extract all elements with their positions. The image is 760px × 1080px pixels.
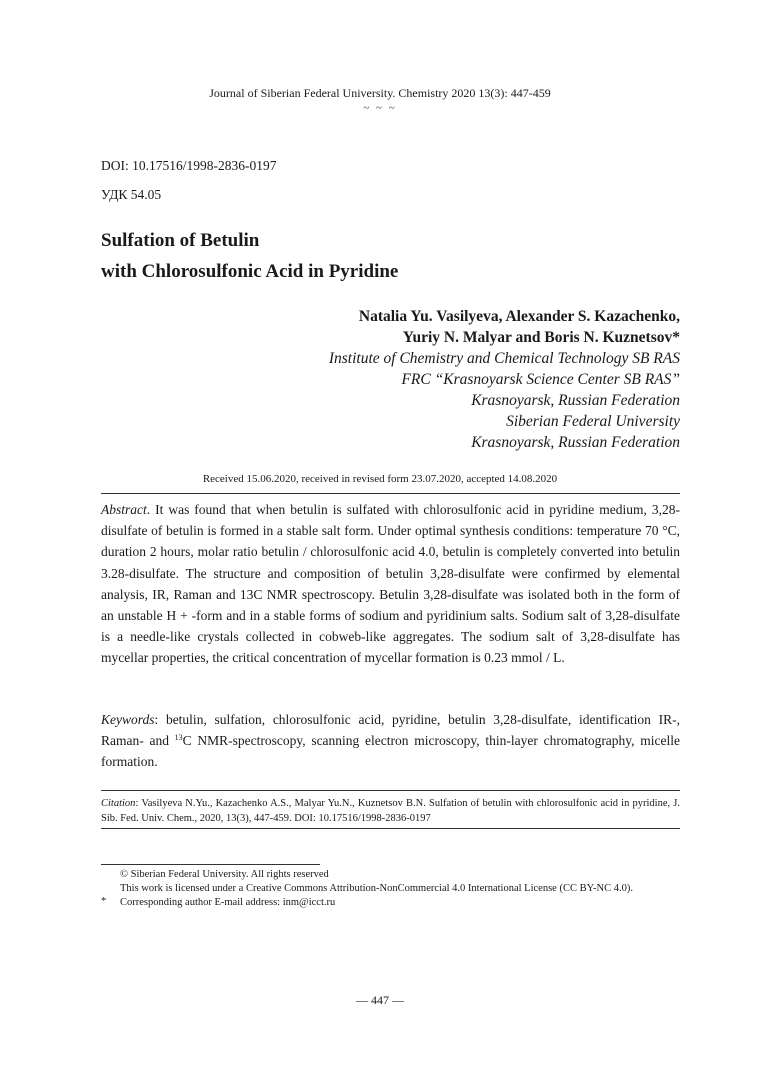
keywords-text-end: C NMR-spectroscopy, scanning electron microscopy, thin-layer chromatography, micelle formation. (101, 733, 680, 770)
title-line-2: with Chlorosulfonic Acid in Pyridine (101, 261, 399, 282)
citation (101, 796, 680, 826)
page-number: — 447 — (356, 993, 404, 1007)
received-dates: Received 15.06.2020, received in revised form 23.07.2020, accepted 14.08.2020 (202, 473, 558, 485)
udk-line: УДК 54.05 (101, 187, 162, 202)
keywords (101, 709, 680, 773)
affiliation-line: Siberian Federal University (506, 413, 680, 430)
affiliation-line: Institute of Chemistry and Chemical Technology SB RAS (328, 350, 680, 367)
doi-line: DOI: 10.17516/1998-2836-0197 (101, 158, 277, 173)
divider-top (101, 493, 680, 494)
footnote-corresponding: Corresponding author E-mail address: inm@icct.ru (120, 897, 336, 908)
affiliation-line: FRC “Krasnoyarsk Science Center SB RAS” (401, 371, 680, 388)
divider-citation-bottom (101, 828, 680, 829)
footnote-copyright: © Siberian Federal University. All rights reserved (120, 869, 329, 880)
divider-citation-top (101, 790, 680, 791)
authors-line-1: Natalia Yu. Vasilyeva, Alexander S. Kazachenko, (358, 308, 680, 325)
title-line-1: Sulfation of Betulin (101, 230, 260, 251)
keywords-superscript: 13 (174, 733, 183, 743)
footnote-star: * (101, 896, 107, 907)
authors-line-2: Yuriy N. Malyar and Boris N. Kuznetsov* (402, 329, 680, 346)
article-title (101, 225, 398, 287)
authors (359, 306, 680, 348)
abstract-text: . It was found that when betulin is sulfated with chlorosulfonic acid in pyridine medium, 3,28-disulfate of betulin is formed in a stable salt form. Under optimal synthesis conditions: temperature 70 °C, duration 2 hours, molar ratio betulin / chlorosulfonic acid 4.0, betulin is completely converted into betulin 3.28-disulfate. The structure and composition of betulin 3,28-disulfate were confirmed by elemental analysis, IR, Raman and 13C NMR spectroscopy. Betulin 3,28-disulfate was isolated both in the form of an unstable H + -form and in a stable forms of sodium and pyridinium salts. Sodium salt of 3,28-disulfate is a needle-like crystals collected in cobweb-like aggregates. The sodium salt of 3,28-disulfate has mycellar properties, the critical concentration of mycellar formation is 0.23 mmol / L. (101, 502, 680, 666)
footnote-rule (101, 864, 320, 865)
header-ornament: ~ ~ ~ (363, 102, 397, 114)
citation-text: : Vasilyeva N.Yu., Kazachenko A.S., Malyar Yu.N., Kuznetsov B.N. Sulfation of betulin with chlorosulfonic acid in pyridine, J. Sib. Fed. Univ. Chem., 2020, 13(3), 447-459. DOI: 10.17516/1998-2836-0197 (101, 798, 680, 824)
affiliations (329, 348, 680, 453)
affiliation-line: Krasnoyarsk, Russian Federation (471, 434, 680, 451)
abstract-label: Abstract (101, 502, 147, 517)
affiliation-line: Krasnoyarsk, Russian Federation (471, 392, 680, 409)
journal-header: Journal of Siberian Federal University. Chemistry 2020 13(3): 447-459 (209, 86, 551, 100)
footnote-license: This work is licensed under a Creative Commons Attribution-NonCommercial 4.0 International License (CC BY-NC 4.0). (120, 883, 633, 894)
keywords-text: : betulin, sulfation, chlorosulfonic acid, pyridine, betulin 3,28-disulfate, identification IR-, Raman- and (101, 712, 680, 749)
abstract (101, 499, 680, 669)
keywords-label: Keywords (101, 712, 155, 727)
citation-label: Citation (101, 798, 136, 809)
